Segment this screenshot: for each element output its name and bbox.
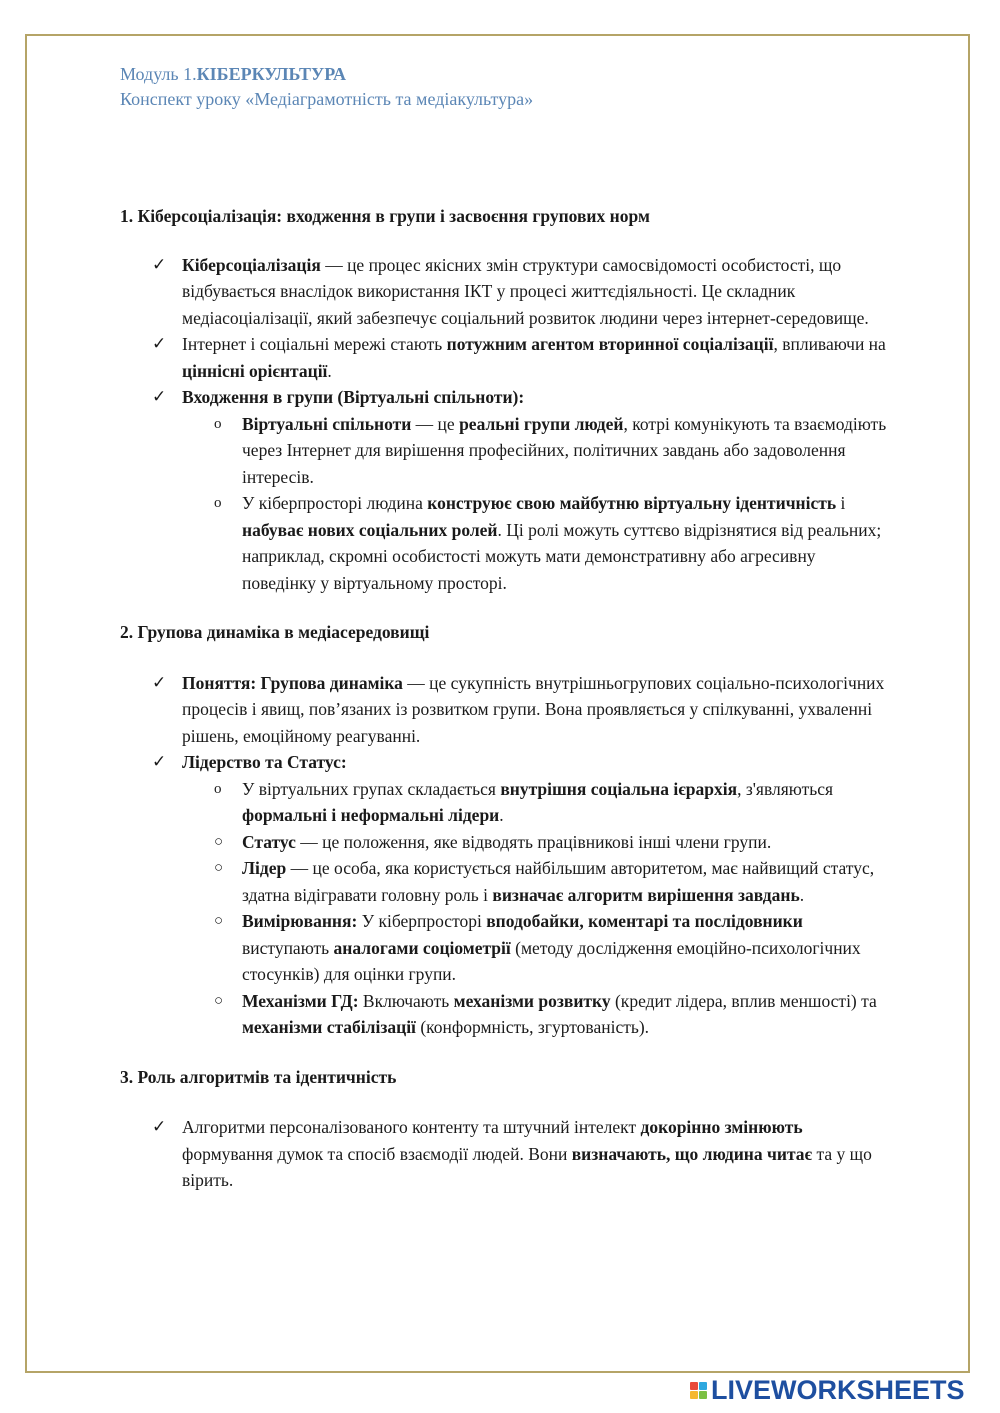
- sublist-item: [182, 776, 890, 829]
- section-heading-1: 1. Кіберсоціалізація: входження в групи і засвоєння групових норм: [120, 206, 650, 226]
- term: Статус: [242, 831, 296, 852]
- term: внутрішня соціальна ієрархія: [500, 778, 738, 799]
- term: Поняття: Групова динаміка: [182, 672, 403, 693]
- module-line: [120, 62, 533, 87]
- text: , котрі комунікують та взаємодіють через Інтернет для вирішення професійних, політичних завдань або задоволення інтересів.: [242, 413, 887, 487]
- term: реальні групи людей: [459, 413, 624, 434]
- document-header: [120, 62, 533, 112]
- section-heading-2: 2. Групова динаміка в медіасередовищі: [120, 622, 430, 642]
- term: Лідер: [242, 858, 287, 878]
- checkmark-icon: ✓: [152, 254, 167, 274]
- list-item: [120, 384, 890, 596]
- term: механізми розвитку: [453, 990, 611, 1011]
- text: (конформність, згуртованість).: [415, 1017, 650, 1037]
- section-3-list: [120, 1114, 890, 1194]
- sublist-item: [182, 411, 890, 491]
- term: визначає алгоритм вирішення завдань: [492, 884, 800, 905]
- term: Механізми ГД:: [242, 990, 359, 1011]
- term: набуває нових соціальних ролей: [242, 519, 498, 540]
- text: .: [327, 360, 332, 381]
- text: . Ці ролі можуть суттєво відрізнятися від реальних; наприклад, скромні особистості можуть мати демонстративну або агресивну поведінку у віртуальному просторі.: [242, 519, 882, 593]
- logo-square: [690, 1391, 698, 1399]
- sublist-item: [182, 829, 890, 856]
- text: і: [836, 493, 846, 513]
- circle-bullet-icon: ○: [214, 860, 224, 876]
- checkmark-icon: ✓: [152, 672, 167, 692]
- text: У кіберпросторі: [357, 911, 487, 931]
- list-item: [120, 252, 890, 332]
- sublist-item: [182, 490, 890, 596]
- circle-bullet-icon: ○: [214, 913, 224, 929]
- circle-bullet-icon: o: [214, 415, 222, 432]
- term: Віртуальні спільноти: [242, 413, 412, 434]
- text: Алгоритми персоналізованого контенту та штучний інтелект: [182, 1117, 641, 1137]
- text: .: [799, 884, 805, 905]
- text: Включають: [358, 990, 454, 1011]
- text: , впливаючи на: [773, 334, 886, 354]
- text: — це особа, яка користується найбільшим авторитетом, має найвищий статус, здатна відігравати головну роль і: [242, 858, 875, 905]
- term: аналогами соціометрії: [333, 937, 511, 958]
- list-item: [120, 1114, 890, 1194]
- list-item: [120, 749, 890, 1041]
- term: потужним агентом вторинної соціалізації: [446, 334, 774, 354]
- sublist-item: [182, 988, 890, 1041]
- circle-bullet-icon: ○: [214, 992, 224, 1009]
- section-1-list: [120, 252, 890, 597]
- lesson-title: Конспект уроку «Медіаграмотність та медіакультура»: [120, 89, 534, 109]
- checkmark-icon: ✓: [152, 1117, 167, 1136]
- text: У віртуальних групах складається: [242, 778, 501, 799]
- term: Входження в групи (Віртуальні спільноти):: [182, 387, 525, 407]
- term: Кіберсоціалізація: [182, 254, 321, 275]
- text: У кіберпросторі людина: [242, 493, 428, 513]
- checkmark-icon: ✓: [152, 334, 167, 353]
- text: .: [499, 805, 504, 825]
- section-2-list: [120, 670, 890, 1041]
- sublist: [182, 411, 890, 597]
- text: — це положення, яке відводять працівникові інші члени групи.: [295, 831, 772, 852]
- text: — це сукупність внутрішньогрупових соціально-психологічних процесів і явищ, пов’язаних із розвитком групи. Вона проявляється у спілкуванні, ухваленні рішень, емоційному реагуванні.: [182, 672, 885, 746]
- list-item: [120, 331, 890, 384]
- document-body: [120, 203, 890, 1194]
- term: Лідерство та Статус:: [182, 752, 347, 772]
- term: ціннісні орієнтації: [182, 360, 328, 381]
- logo-square: [699, 1391, 707, 1399]
- text: , з'являються: [737, 778, 834, 799]
- circle-bullet-icon: ○: [214, 833, 224, 850]
- liveworksheets-watermark: [690, 1375, 965, 1405]
- text: (кредит лідера, вплив меншості) та: [610, 990, 877, 1011]
- text: виступають: [242, 937, 334, 958]
- logo-square: [690, 1382, 698, 1390]
- sublist-item: [182, 855, 890, 908]
- module-title: КІБЕРКУЛЬТУРА: [196, 64, 346, 84]
- term: вподобайки, коментарі та послідовники: [486, 911, 803, 931]
- term: Вимірювання:: [242, 911, 358, 931]
- liveworksheets-logo-icon: [690, 1382, 707, 1399]
- text: Інтернет і соціальні мережі стають: [182, 334, 447, 354]
- sublist-item: [182, 908, 890, 988]
- term: конструює свою майбутню віртуальну ідентичність: [427, 493, 837, 513]
- checkmark-icon: ✓: [152, 387, 167, 406]
- circle-bullet-icon: o: [214, 780, 222, 797]
- checkmark-icon: ✓: [152, 752, 167, 771]
- logo-square: [699, 1382, 707, 1390]
- term: механізми стабілізації: [242, 1017, 416, 1037]
- term: визначають, що людина читає: [571, 1143, 813, 1164]
- module-prefix: Модуль 1.: [120, 64, 197, 84]
- text: формування думок та спосіб взаємодії людей. Вони: [182, 1143, 572, 1164]
- term: докорінно змінюють: [640, 1117, 803, 1137]
- section-heading-3: 3. Роль алгоритмів та ідентичність: [120, 1066, 397, 1087]
- text: (методу дослідження емоційно-психологічних стосунків) для оцінки групи.: [242, 937, 861, 984]
- term: формальні і неформальні лідери: [242, 805, 500, 825]
- list-item: [120, 670, 890, 750]
- text: та у що вірить.: [182, 1143, 872, 1190]
- text: — це: [411, 413, 460, 434]
- sublist: [182, 776, 890, 1041]
- circle-bullet-icon: o: [214, 495, 222, 511]
- text: — це процес якісних змін структури самосвідомості особистості, що відбувається внаслідок використання ІКТ у процесі життєдіяльності. Це складник медіасоціалізації, який забезпечує соціальний розвиток людини через інтернет-середовище.: [182, 254, 869, 328]
- watermark-text: LIVEWORKSHEETS: [711, 1375, 965, 1405]
